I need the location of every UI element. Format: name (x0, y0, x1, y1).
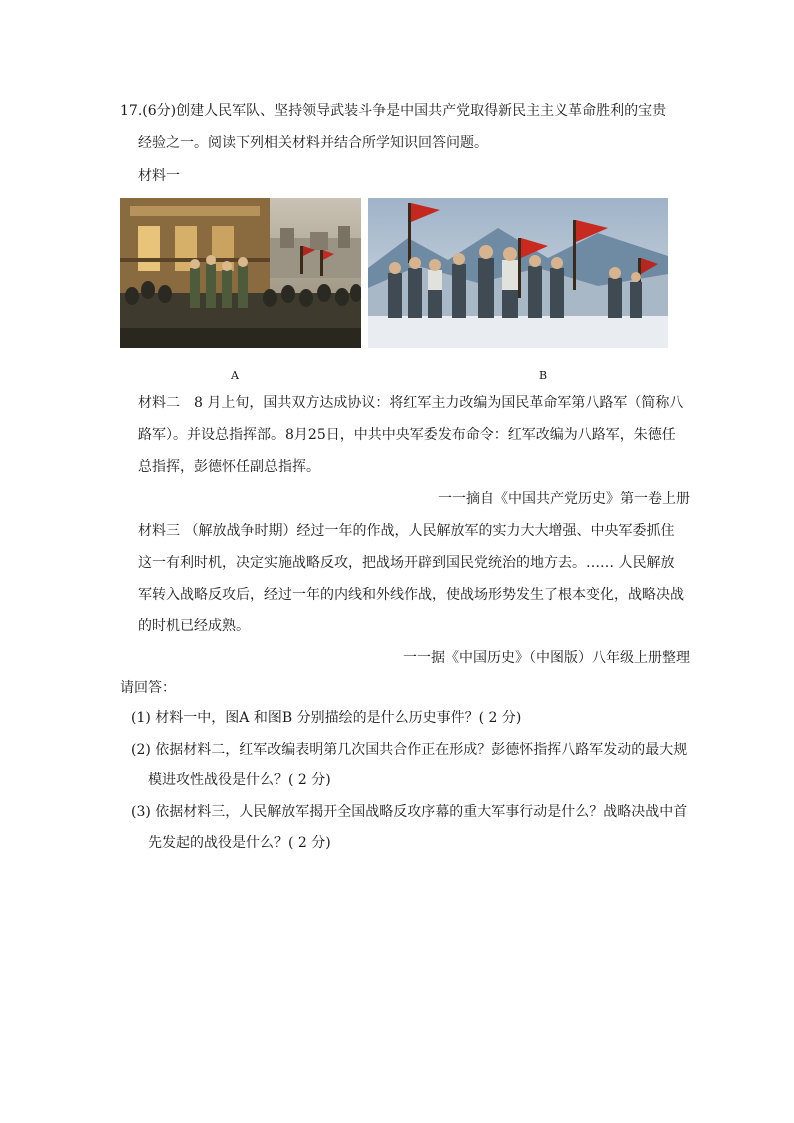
painting-a (120, 198, 361, 348)
question-stem-line-2: 经验之一。阅读下列相关材料并结合所学知识回答问题。 (138, 135, 488, 151)
material-2-line-3: 总指挥，彭德怀任副总指挥。 (138, 459, 320, 475)
material-3-source: 一一据《中国历史》（中图版）八年级上册整理 (403, 650, 690, 666)
painting-b (368, 198, 668, 348)
caption-b: B (539, 369, 548, 382)
material-2-line-1: 材料二 8 月上旬，国共双方达成协议：将红军主力改编为国民革命军第八路军（简称八 (138, 395, 684, 411)
sub-question-2-line-2: 模进攻性战役是什么？( 2 分) (148, 772, 331, 788)
material-1-title: 材料一 (138, 168, 180, 184)
caption-a: A (231, 369, 239, 382)
material-2-source: 一一摘自《中国共产党历史》第一卷上册 (438, 491, 690, 507)
material-2-line-2: 路军）。并设总指挥部。8月25日，中共中央军委发布命令：红军改编为八路军，朱德任 (138, 427, 676, 443)
material-3-line-3: 军转入战略反攻后，经过一年的内线和外线作战，使战场形势发生了根本变化，战略决战 (138, 587, 684, 603)
material-3-line-2: 这一有利时机，决定实施战略反攻，把战场开辟到国民党统治的地方去。…… 人民解放 (138, 555, 675, 571)
sub-question-3-line-2: 先发起的战役是什么？( 2 分) (148, 835, 331, 851)
material-3-line-4: 的时机已经成熟。 (138, 618, 250, 634)
answer-heading: 请回答： (120, 680, 176, 696)
material-3-line-1: 材料三 （解放战争时期）经过一年的作战，人民解放军的实力大大增强、中央军委抓住 (138, 523, 675, 539)
sub-question-1: (1) 材料一中，图A 和图B 分别描绘的是什么历史事件？( 2 分) (131, 710, 522, 726)
sub-question-3-line-1: (3) 依据材料三，人民解放军揭开全国战略反攻序幕的重大军事行动是什么？战略决战中首 (131, 804, 688, 820)
question-stem-line-1: 17.(6分)创建人民军队、坚持领导武装斗争是中国共产党取得新民主主义革命胜利的宝贵 (120, 103, 667, 119)
sub-question-2-line-1: (2) 依据材料二，红军改编表明第几次国共合作正在形成？彭德怀指挥八路军发动的最大规 (131, 742, 688, 758)
